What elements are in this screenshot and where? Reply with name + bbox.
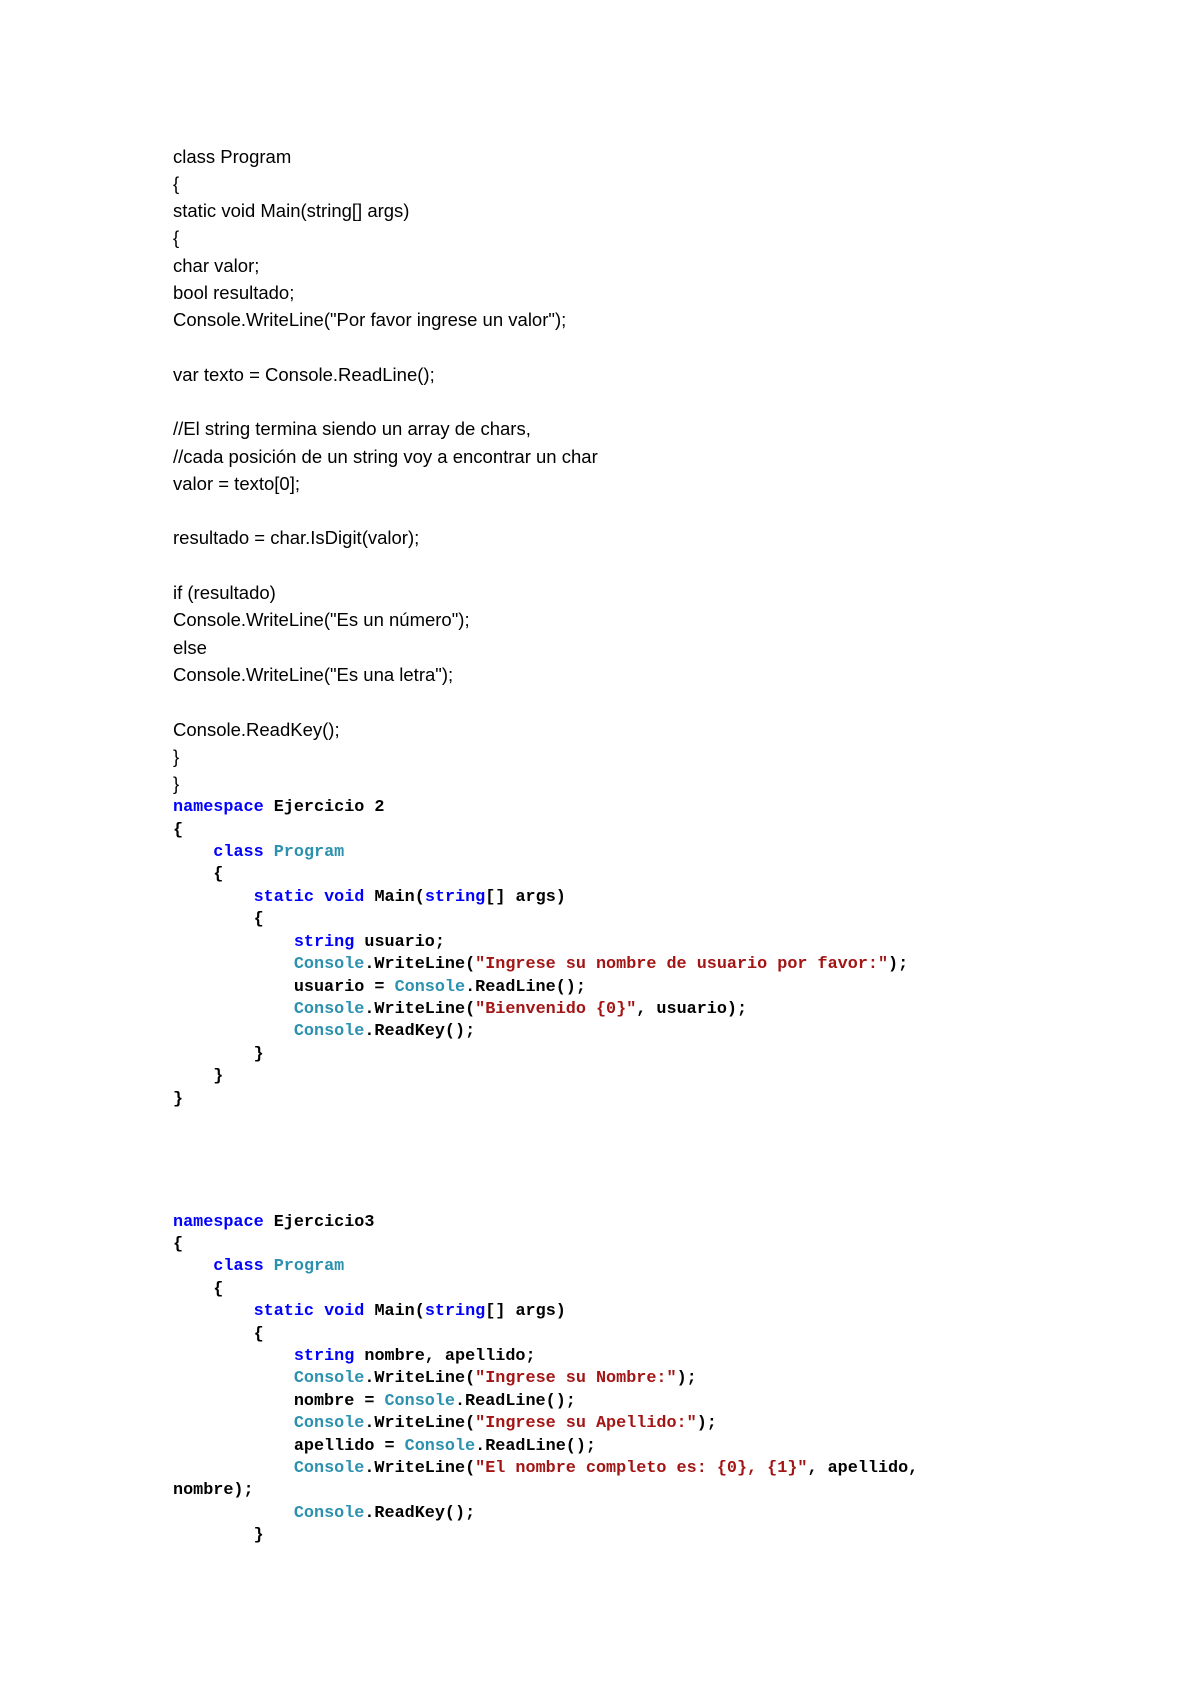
code-line	[173, 935, 445, 952]
type-token: Console	[384, 1392, 455, 1411]
code-comment: //El string termina siendo un array de chars,	[173, 418, 531, 439]
code-line	[173, 823, 183, 840]
type-token: Console	[293, 1414, 365, 1433]
code-line: char valor;	[173, 255, 260, 276]
code-line	[173, 1237, 183, 1254]
string-token: "Ingrese su Nombre:"	[475, 1369, 677, 1388]
string-token: "Bienvenido {0}"	[475, 1000, 637, 1019]
code-token	[173, 933, 294, 952]
code-line: }	[173, 746, 180, 767]
code-token: );	[696, 1414, 717, 1433]
code-line	[173, 1506, 475, 1523]
code-token: {	[173, 821, 184, 840]
code-token: }	[173, 1067, 224, 1086]
code-token	[173, 1504, 294, 1523]
code-token: apellido =	[173, 1437, 405, 1456]
string-token: "Ingrese su Apellido:"	[475, 1414, 697, 1433]
code-token	[173, 1347, 294, 1366]
code-token: {	[173, 910, 264, 929]
code-line	[173, 1092, 183, 1109]
code-token: .ReadLine();	[454, 1392, 576, 1411]
code-line	[173, 1327, 264, 1344]
keyword-token: string	[293, 933, 355, 952]
type-token: Console	[293, 1000, 365, 1019]
code-line: Console.WriteLine("Es un número");	[173, 609, 470, 630]
code-line: static void Main(string[] args)	[173, 200, 410, 221]
code-token: }	[173, 1045, 264, 1064]
code-line	[173, 845, 344, 862]
code-token	[173, 1000, 294, 1019]
code-token: Main(	[364, 1302, 425, 1321]
code-token: .WriteLine(	[364, 1000, 476, 1019]
type-token: Program	[273, 843, 345, 862]
code-line: valor = texto[0];	[173, 473, 300, 494]
keyword-token: namespace	[173, 798, 264, 817]
code-line: else	[173, 637, 207, 658]
code-line	[173, 1047, 264, 1064]
code-token: usuario =	[173, 978, 395, 997]
code-token: , apellido,	[807, 1459, 919, 1478]
code-token: }	[173, 1090, 184, 1109]
code-line	[173, 1024, 475, 1041]
code-line	[173, 1069, 223, 1086]
code-token: Ejercicio 2	[263, 798, 385, 817]
code-token	[173, 1257, 213, 1276]
code-token	[173, 955, 294, 974]
code-line: class Program	[173, 146, 292, 167]
code-line	[173, 1416, 717, 1433]
code-token: [] args)	[485, 1302, 566, 1321]
keyword-token: string	[424, 888, 486, 907]
code-token: .ReadLine();	[475, 1437, 596, 1456]
keyword-token: static	[253, 1302, 315, 1321]
code-token	[173, 1414, 294, 1433]
code-token	[314, 888, 324, 907]
code-token	[173, 1459, 294, 1478]
code-token	[314, 1302, 324, 1321]
code-line	[173, 800, 385, 817]
code-token: .WriteLine(	[364, 1369, 476, 1388]
type-token: Console	[394, 978, 466, 997]
keyword-token: string	[293, 1347, 355, 1366]
string-token: "El nombre completo es: {0}, {1}"	[475, 1459, 808, 1478]
code-token: Ejercicio3	[263, 1213, 375, 1232]
code-line	[173, 1349, 536, 1366]
code-line	[173, 1215, 374, 1232]
code-line	[173, 1259, 344, 1276]
code-line	[173, 1461, 918, 1478]
code-token: , usuario);	[636, 1000, 748, 1019]
keyword-token: void	[324, 1302, 365, 1321]
code-line	[173, 1304, 566, 1321]
type-token: Console	[293, 1369, 365, 1388]
code-line: Console.ReadKey();	[173, 719, 340, 740]
code-line	[173, 912, 264, 929]
code-line	[173, 1483, 254, 1500]
code-token: );	[676, 1369, 697, 1388]
code-line: resultado = char.IsDigit(valor);	[173, 527, 420, 548]
code-token	[173, 888, 254, 907]
type-token: Console	[293, 955, 365, 974]
code-token: [] args)	[485, 888, 566, 907]
code-line: {	[173, 227, 180, 248]
string-token: "Ingrese su nombre de usuario por favor:"	[475, 955, 889, 974]
code-line	[173, 980, 586, 997]
code-token	[173, 1302, 254, 1321]
keyword-token: class	[213, 1257, 264, 1276]
keyword-token: class	[213, 843, 264, 862]
code-token	[264, 1257, 274, 1276]
code-line: bool resultado;	[173, 282, 295, 303]
code-token	[173, 1022, 294, 1041]
code-token: usuario;	[354, 933, 445, 952]
type-token: Console	[404, 1437, 476, 1456]
code-token: .WriteLine(	[364, 955, 476, 974]
type-token: Console	[293, 1459, 365, 1478]
code-token: {	[173, 1280, 224, 1299]
code-line	[173, 890, 566, 907]
keyword-token: static	[253, 888, 315, 907]
code-line: Console.WriteLine("Por favor ingrese un valor");	[173, 309, 567, 330]
code-line	[173, 1282, 223, 1299]
code-line: if (resultado)	[173, 582, 276, 603]
type-token: Console	[293, 1504, 365, 1523]
type-token: Console	[293, 1022, 365, 1041]
code-line: }	[173, 773, 180, 794]
code-token: {	[173, 1235, 184, 1254]
code-token: );	[888, 955, 909, 974]
code-line	[173, 867, 223, 884]
code-line	[173, 1528, 264, 1545]
code-token: {	[173, 1325, 264, 1344]
code-token	[173, 1369, 294, 1388]
code-token: .WriteLine(	[364, 1414, 476, 1433]
code-line	[173, 1394, 576, 1411]
type-token: Program	[273, 1257, 345, 1276]
keyword-token: void	[324, 888, 365, 907]
code-line: Console.WriteLine("Es una letra");	[173, 664, 454, 685]
keyword-token: string	[424, 1302, 486, 1321]
keyword-token: namespace	[173, 1213, 264, 1232]
code-token: .ReadLine();	[465, 978, 586, 997]
code-token: .WriteLine(	[364, 1459, 476, 1478]
code-token: .ReadKey();	[364, 1022, 476, 1041]
code-token	[173, 843, 213, 862]
code-line	[173, 957, 908, 974]
code-line	[173, 1002, 747, 1019]
code-token: nombre =	[173, 1392, 385, 1411]
code-line: {	[173, 173, 180, 194]
code-token	[264, 843, 274, 862]
code-line	[173, 1439, 596, 1456]
code-token: }	[173, 1526, 264, 1545]
code-line: var texto = Console.ReadLine();	[173, 364, 435, 385]
code-token: nombre, apellido;	[354, 1347, 536, 1366]
code-line	[173, 1371, 697, 1388]
code-token: nombre);	[173, 1481, 254, 1500]
code-token: {	[173, 865, 224, 884]
code-token: .ReadKey();	[364, 1504, 476, 1523]
code-token: Main(	[364, 888, 425, 907]
code-comment: //cada posición de un string voy a encontrar un char	[173, 446, 598, 467]
